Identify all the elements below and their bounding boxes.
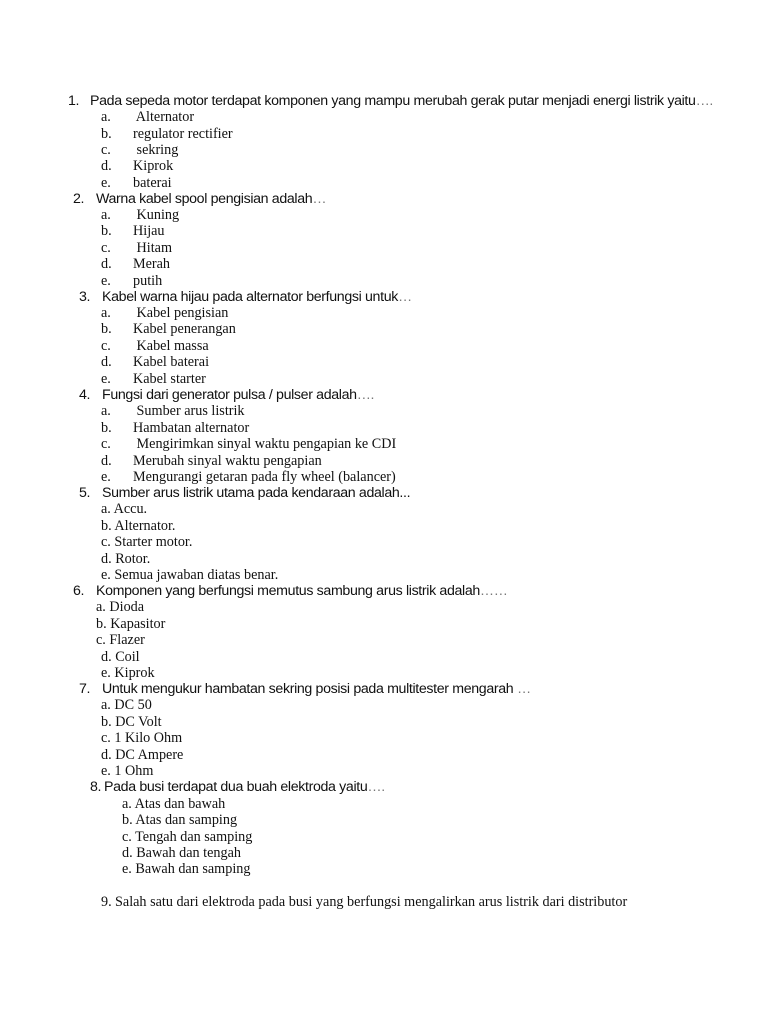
option-5a: a. Accu. (101, 501, 148, 517)
option-7b: b. DC Volt (101, 714, 162, 730)
question-number: 4. (79, 387, 91, 403)
question-text: Pada sepeda motor terdapat komponen yang mampu merubah gerak putar menjadi energi listrik yaitu (90, 93, 696, 109)
option-6d: d. Coil (101, 649, 140, 665)
option-2e: e. putih (101, 273, 163, 289)
question-text: Warna kabel spool pengisian adalah (96, 191, 313, 207)
option-5e: e. Semua jawaban diatas benar. (101, 567, 279, 583)
option-3b: b. Kabel penerangan (101, 321, 236, 337)
question-number: 9. (101, 894, 112, 910)
question-text: Pada busi terdapat dua buah elektroda yaitu (104, 779, 368, 795)
option-5b: b. Alternator. (101, 518, 176, 534)
option-2a: a. Kuning (101, 207, 180, 223)
option-1e: e. baterai (101, 175, 172, 191)
option-2b: b. Hijau (101, 223, 165, 239)
question-text: Kabel warna hijau pada alternator berfungsi untuk (102, 289, 398, 305)
option-8b: b. Atas dan samping (122, 812, 238, 828)
question-text: Fungsi dari generator pulsa / pulser adalah (102, 387, 357, 403)
option-4d: d. Merubah sinyal waktu pengapian (101, 453, 322, 469)
option-8a: a. Atas dan bawah (122, 796, 226, 812)
option-2d: d. Merah (101, 256, 171, 272)
question-ellipsis: … (516, 681, 531, 697)
question-number: 7. (79, 681, 91, 697)
option-4b: b. Hambatan alternator (101, 420, 250, 436)
option-3a: a. Kabel pengisian (101, 305, 229, 321)
option-7d: d. DC Ampere (101, 747, 184, 763)
option-8e: e. Bawah dan samping (122, 861, 251, 877)
question-4 (79, 387, 374, 403)
question-ellipsis: … (397, 289, 412, 305)
question-6 (73, 583, 508, 599)
option-3e: e. Kabel starter (101, 371, 206, 387)
question-number: 2. (73, 191, 85, 207)
question-ellipsis: …. (356, 387, 375, 403)
option-7a: a. DC 50 (101, 697, 152, 713)
option-7c: c. 1 Kilo Ohm (101, 730, 183, 746)
question-text: Salah satu dari elektroda pada busi yang berfungsi mengalirkan arus listrik dari distributor (115, 894, 628, 910)
question-number: 6. (73, 583, 85, 599)
question-ellipsis: …. (695, 93, 713, 109)
question-5 (79, 485, 410, 501)
option-1a: a. Alternator (101, 109, 195, 125)
option-5d: d. Rotor. (101, 551, 151, 567)
option-7e: e. 1 Ohm (101, 763, 154, 779)
option-8c: c. Tengah dan samping (122, 829, 253, 845)
option-4a: a. Sumber arus listrik (101, 403, 245, 419)
option-6c: c. Flazer (96, 632, 145, 648)
option-1c: c. sekring (101, 142, 179, 158)
question-number: 1. (68, 93, 80, 109)
question-7 (79, 681, 531, 697)
question-ellipsis: … (312, 191, 327, 207)
question-text: Sumber arus listrik utama pada kendaraan adalah... (102, 485, 411, 501)
option-8d: d. Bawah dan tengah (122, 845, 241, 861)
question-ellipsis: …… (479, 583, 508, 599)
option-5c: c. Starter motor. (101, 534, 193, 550)
question-2 (73, 191, 326, 207)
question-text: Untuk mengukur hambatan sekring posisi pada multitester mengarah (102, 681, 514, 697)
question-3 (79, 289, 412, 305)
option-3d: d. Kabel baterai (101, 354, 210, 370)
question-ellipsis: …. (367, 779, 385, 795)
question-1 (68, 93, 713, 109)
option-4c: c. Mengirimkan sinyal waktu pengapian ke CDI (101, 436, 397, 452)
option-6a: a. Dioda (96, 599, 145, 615)
option-6e: e. Kiprok (101, 665, 155, 681)
option-4e: e. Mengurangi getaran pada fly wheel (balancer) (101, 469, 396, 485)
question-text: Komponen yang berfungsi memutus sambung arus listrik adalah (96, 583, 480, 599)
question-number: 3. (79, 289, 91, 305)
option-3c: c. Kabel massa (101, 338, 209, 354)
question-number: 8. (90, 779, 102, 795)
option-1d: d. Kiprok (101, 158, 174, 174)
question-9 (101, 894, 627, 910)
question-number: 5. (79, 485, 91, 501)
option-6b: b. Kapasitor (96, 616, 166, 632)
question-8 (90, 779, 385, 795)
option-2c: c. Hitam (101, 240, 173, 256)
option-1b: b. regulator rectifier (101, 126, 233, 142)
